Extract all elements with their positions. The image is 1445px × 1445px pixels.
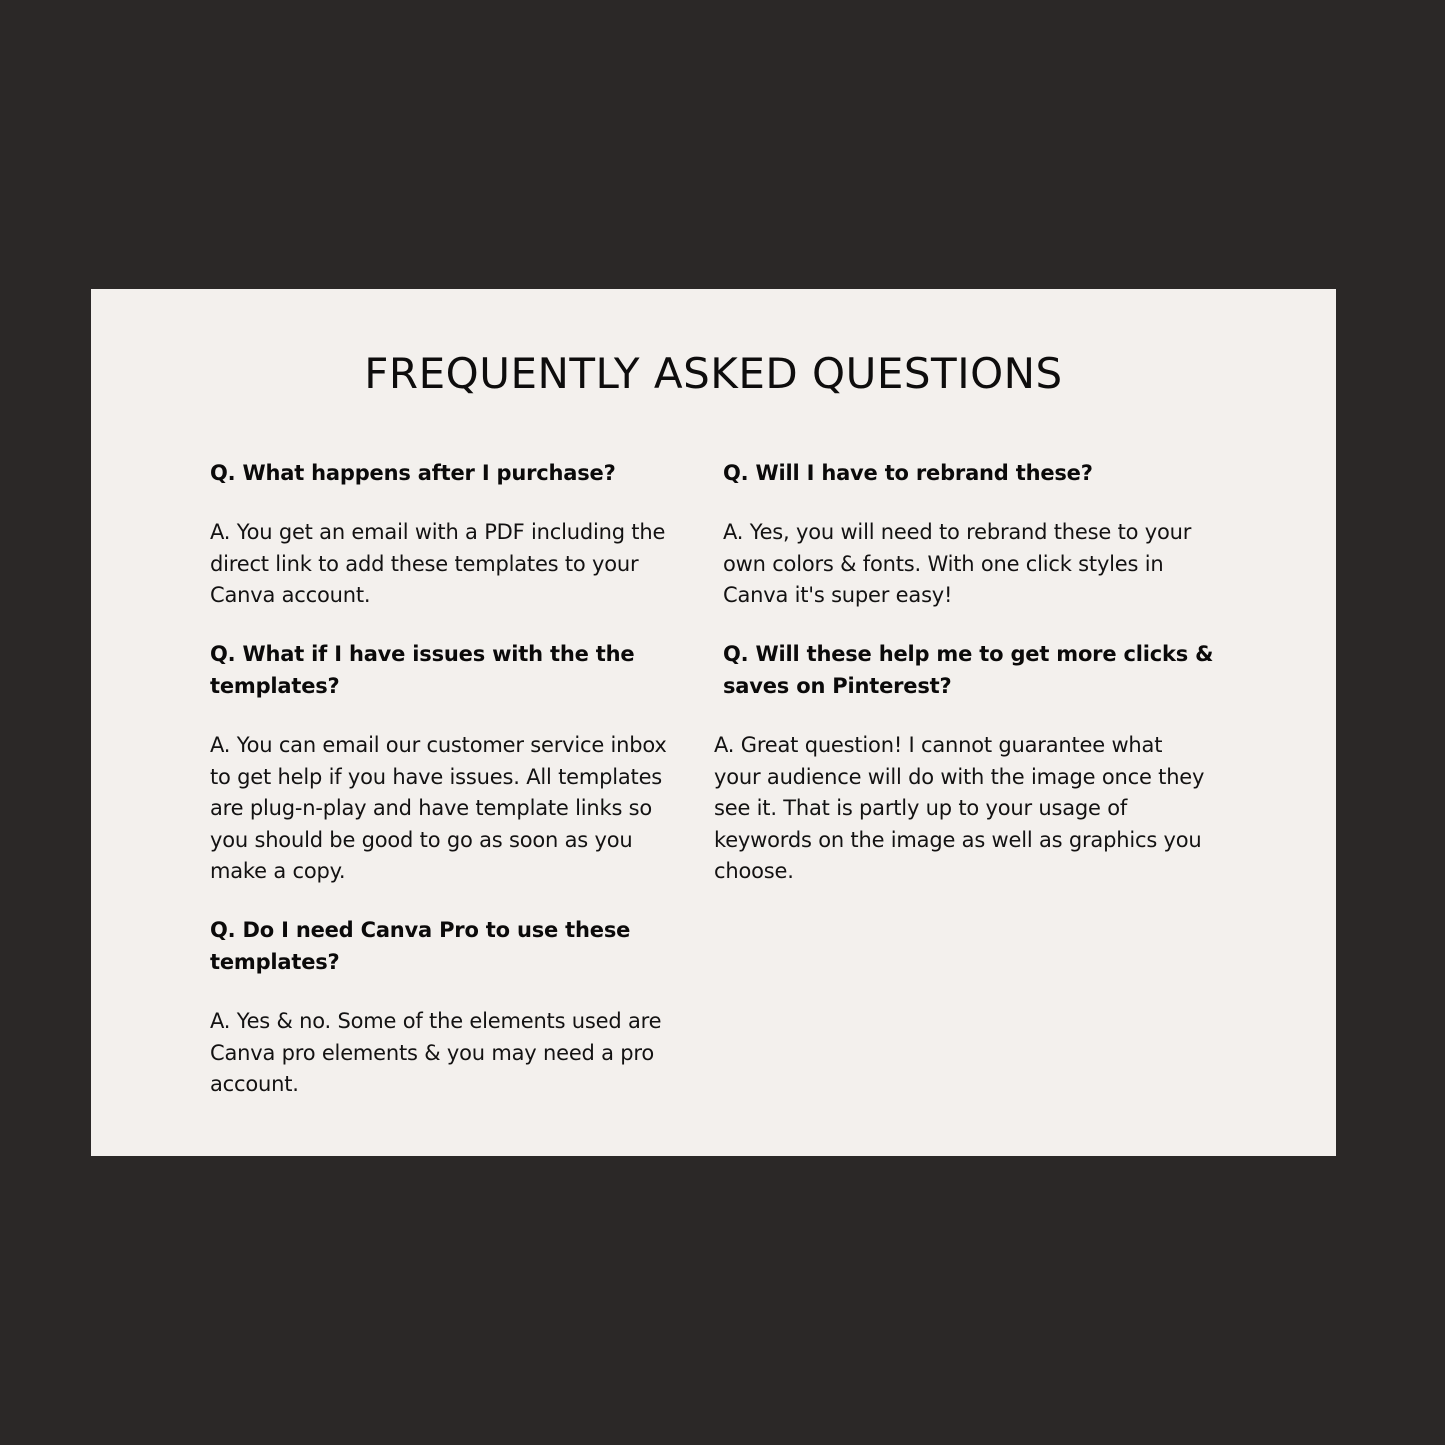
faq-answer-pinterest: A. Great question! I cannot guarantee what your audience will do with the image once they see it. That is partly up to your usage of keywords on the image as well as graphics you choose.: [714, 733, 1205, 883]
faq-question-purchase: Q. What happens after I purchase?: [210, 461, 616, 485]
faq-answer-issues: A. You can email our customer service inbox to get help if you have issues. All templates are plug-n-play and have template links so you should be good to go as soon as you make a copy.: [210, 733, 667, 883]
faq-question-rebrand: Q. Will I have to rebrand these?: [723, 461, 1093, 485]
faq-title: FREQUENTLY ASKED QUESTIONS: [364, 349, 1063, 398]
faq-answer-canva-pro: A. Yes & no. Some of the elements used are Canva pro elements & you may need a pro account.: [210, 1009, 662, 1096]
faq-question-pinterest: Q. Will these help me to get more clicks & saves on Pinterest?: [723, 642, 1214, 698]
faq-answer-purchase: A. You get an email with a PDF including the direct link to add these templates to your Canva account.: [210, 520, 666, 607]
faq-question-canva-pro: Q. Do I need Canva Pro to use these templates?: [210, 918, 631, 974]
faq-answer-rebrand: A. Yes, you will need to rebrand these to your own colors & fonts. With one click styles in Canva it's super easy!: [723, 520, 1192, 607]
faq-question-issues: Q. What if I have issues with the the templates?: [210, 642, 635, 698]
